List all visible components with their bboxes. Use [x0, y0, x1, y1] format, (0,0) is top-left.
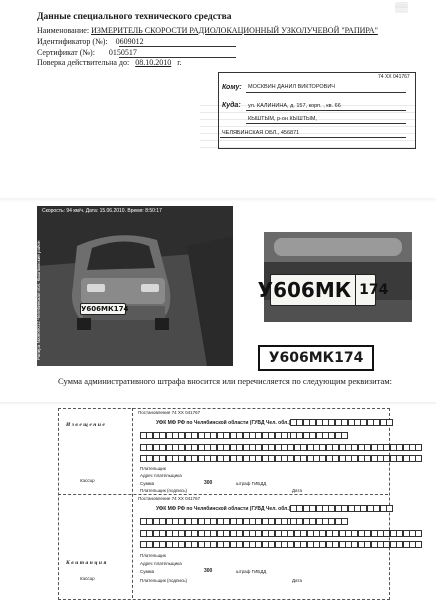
- verification-label: Поверка действительна до:: [37, 58, 130, 67]
- address-underline: [220, 137, 406, 138]
- device-name-value: ИЗМЕРИТЕЛЬ СКОРОСТИ РАДИОЛОКАЦИОННЫЙ УЗКОЛУЧЕВОЙ "РАПИРА": [91, 26, 378, 35]
- inn-cells: [140, 432, 307, 439]
- device-section-title: Данные специального технического средства: [37, 12, 232, 22]
- service-label: штраф ГИБДД: [236, 481, 267, 486]
- inn-cells: [140, 518, 307, 525]
- recipient-2: УФК МФ РФ по Челябинской области (ГУВД Чел. обл.): [156, 506, 291, 512]
- kbk-cells: [140, 444, 422, 451]
- cashier-label: Кассир: [80, 576, 95, 581]
- account-cells: [290, 505, 393, 512]
- signature-label: Плательщик (подпись): [140, 488, 188, 493]
- amount-value-2: 300: [204, 568, 213, 574]
- camera-photo: [37, 206, 233, 366]
- notice-label: Извещение: [66, 422, 107, 428]
- receipt-label: Квитанция: [66, 560, 108, 566]
- amount-value: 300: [204, 480, 213, 486]
- bottom-ref: Постановление 74 ХХ 041767: [138, 496, 201, 501]
- certificate-label: Сертификат (№):: [37, 48, 95, 57]
- plate-region: 174: [355, 275, 388, 305]
- verification-row: [37, 58, 182, 67]
- where-label: Куда:: [222, 102, 241, 109]
- recipient-name: МОСКВИН ДАНИЛ ВИКТОРОВИЧ: [248, 84, 335, 90]
- service-label-2: штраф ГИБДД: [236, 569, 267, 574]
- device-id-label: Идентификатор (№):: [37, 37, 108, 46]
- address-underline: [246, 92, 406, 93]
- payer-label: Плательщик: [140, 466, 166, 471]
- amount-label: Сумма: [140, 569, 155, 574]
- fold-line: [0, 198, 436, 202]
- payment-intro: Сумма административного штрафа вносится или перечисляется по следующим реквизитам:: [58, 376, 393, 386]
- bik-cells: [290, 432, 348, 439]
- payer-address-label: Адрес плательщика: [140, 473, 182, 478]
- fold-line: [0, 402, 436, 405]
- address-line-2: КЫШТЫМ, р-он КЫШТЫМ,: [248, 116, 317, 122]
- to-label: Кому:: [222, 84, 242, 91]
- certificate-value: 0150517: [108, 48, 137, 57]
- signature-label-2: Плательщик (подпись): [140, 578, 188, 583]
- address-line-3: ЧЕЛЯБИНСКАЯ ОБЛ., 456871: [222, 130, 300, 136]
- address-underline: [246, 123, 406, 124]
- payer-label-2: Плательщик: [140, 553, 166, 558]
- car-photo-illustration: [37, 206, 233, 366]
- device-id-value: 0609012: [115, 37, 144, 46]
- cashier-label: Кассир: [80, 478, 95, 483]
- plate-number: У606МК: [257, 278, 352, 302]
- device-name-row: [37, 26, 378, 35]
- okato-cells: [140, 455, 422, 462]
- okato-cells: [140, 541, 422, 548]
- date-label: Дата: [292, 488, 302, 493]
- underline: [119, 46, 236, 47]
- certificate-row: [37, 48, 137, 57]
- plate-in-photo: У606МК174: [81, 305, 129, 313]
- recognized-plate: У606МК174: [258, 345, 374, 371]
- form-divider: [132, 408, 133, 598]
- date-label-2: Дата: [292, 578, 302, 583]
- verification-suffix: г.: [177, 58, 182, 67]
- kbk-cells: [140, 530, 422, 537]
- address-underline: [246, 110, 406, 111]
- address-ref-number: 74 ХХ 041767: [378, 74, 410, 80]
- form-divider: [58, 494, 388, 495]
- device-id-row: [37, 37, 144, 46]
- bik-cells: [290, 518, 348, 525]
- payer-address-label-2: Адрес плательщика: [140, 561, 182, 566]
- recipient: УФК МФ РФ по Челябинской области (ГУВД Чел. обл.): [156, 420, 291, 426]
- top-ref: Постановление 74 ХХ 041767: [138, 410, 201, 415]
- photo-caption: Скорость: 94 км/ч. Дата: 15.06.2010. Время: 8:50:17: [42, 208, 162, 214]
- verification-date: 08.10.2010: [135, 58, 172, 67]
- amount-label: Сумма: [140, 481, 155, 486]
- bleed-through-mark: ▒▒: [395, 2, 408, 12]
- plate-closeup: [257, 274, 389, 306]
- account-cells: [290, 419, 393, 426]
- photo-side-caption: Рапира №0609012 Челябинская обл. Кыштымский район: [36, 240, 41, 360]
- device-name-label: Наименование:: [37, 26, 90, 35]
- address-line-1: ул. КАЛИНИНА, д. 157, корп. , кв. 66: [248, 103, 341, 109]
